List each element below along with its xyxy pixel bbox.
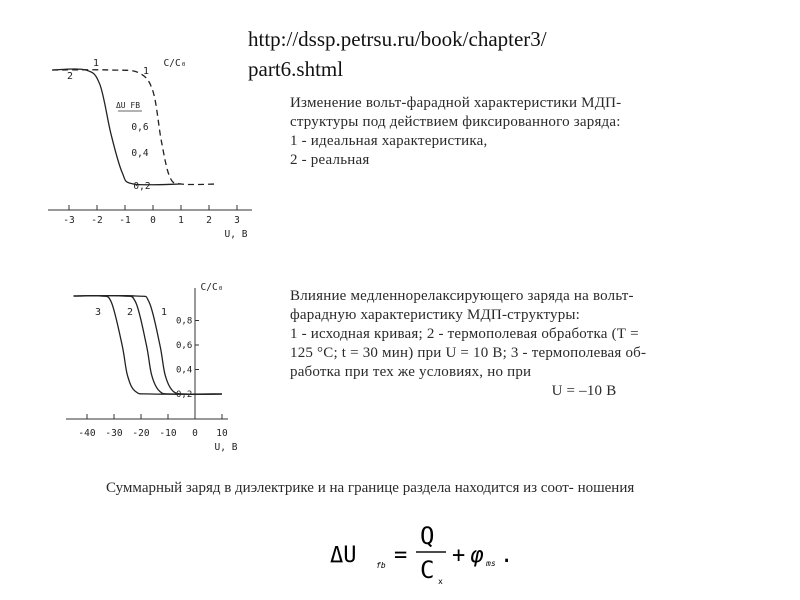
figure2-chart xyxy=(58,278,258,458)
figure2-y-tick-label: 0,2 xyxy=(176,390,193,400)
figure1-x-tick-label: 0 xyxy=(150,215,156,226)
figure1-x-tick-label: -2 xyxy=(91,215,103,226)
source-url-line1: http://dssp.petrsu.ru/book/chapter3/ xyxy=(248,27,547,51)
formula-period: . xyxy=(500,543,514,568)
figure1-x-tick-label: -1 xyxy=(119,215,131,226)
figure1-x-tick-label: -3 xyxy=(63,215,75,226)
figure1-series-label: 2 xyxy=(66,71,74,82)
paragraph-text-1: Суммарный заряд в диэлектрике и на границе раздела находится из соот- xyxy=(106,480,574,496)
caption2-line: работка при тех же условиях, но при xyxy=(290,364,532,380)
formula-plus: + xyxy=(452,543,466,568)
figure1-x-tick-label: 2 xyxy=(206,215,212,226)
figure1-value-label: 0,6 xyxy=(131,122,149,133)
caption1-line: Изменение вольт-фарадной характеристики МДП- xyxy=(290,95,622,111)
figure1-chart xyxy=(30,48,270,248)
figure2-y-tick-label: 0,4 xyxy=(176,365,193,376)
formula-numerator: Q xyxy=(420,522,435,550)
figure1-value-label: 0,4 xyxy=(131,148,149,159)
figure1-x-tick-label: 3 xyxy=(234,215,240,226)
figure1-series-label: 1 xyxy=(142,66,150,77)
caption2-line: 125 °С; t = 30 мин) при U = 10 В; 3 - термополевая об- xyxy=(290,345,647,361)
formula xyxy=(330,520,530,590)
caption1-line: 2 - реальная xyxy=(290,152,370,168)
formula-phi-sub: ms xyxy=(486,559,496,568)
paragraph-text-2: ношения xyxy=(577,480,635,496)
figure2-axes xyxy=(66,288,228,419)
figure2-x-axis-label: U, B xyxy=(214,442,238,453)
figure2-y-tick-label: 0,6 xyxy=(176,341,193,351)
figure2-x-tick-label: 0 xyxy=(192,428,198,439)
figure2-x-tick-label: -40 xyxy=(78,428,96,439)
formula-phi: φ xyxy=(470,543,484,568)
figure1-annotation: ΔU FB xyxy=(115,101,141,110)
caption1-line: структуры под действием фиксированного заряда: xyxy=(290,114,621,130)
figure2-series-label: 2 xyxy=(126,307,134,318)
figure2-y-axis-label: C/C₀ xyxy=(200,282,224,293)
caption2-line: U = –10 В xyxy=(551,383,617,399)
figure2-series-label: 3 xyxy=(94,307,102,318)
formula-lhs: ΔU xyxy=(330,543,357,568)
figure1-caption xyxy=(290,94,768,170)
figure1-x-axis-label: U, B xyxy=(224,229,248,240)
caption2-line: 1 - исходная кривая; 2 - термополевая обработка (Т = xyxy=(290,326,639,342)
caption2-line: фарадную характеристику МДП-структуры: xyxy=(290,307,581,323)
figure2-caption xyxy=(290,287,768,401)
figure1-labels xyxy=(63,58,247,240)
body-paragraph xyxy=(84,478,764,498)
figure2-y-tick-label: 0,8 xyxy=(176,316,193,327)
figure1-x-tick-label: 1 xyxy=(178,215,184,226)
figure1-series-label: 1 xyxy=(92,58,100,69)
figure2-x-tick-label: -30 xyxy=(105,428,123,439)
source-url-line2: part6.shtml xyxy=(248,57,344,81)
formula-denominator-sub: x xyxy=(438,577,443,586)
caption1-line: 1 - идеальная характеристика, xyxy=(290,133,488,149)
figure1-y-axis-label: C/C₀ xyxy=(163,58,187,69)
figure2-labels xyxy=(78,282,237,453)
figure2-x-tick-label: -20 xyxy=(132,428,150,439)
caption2-line: Влияние медленнорелаксирующего заряда на вольт- xyxy=(290,288,634,304)
figure2-series-label: 1 xyxy=(160,307,168,318)
formula-equals: = xyxy=(394,543,408,568)
formula-lhs-sub: fb xyxy=(376,561,386,570)
figure2-x-tick-label: 10 xyxy=(216,428,228,439)
formula-denominator: C xyxy=(420,556,435,584)
source-url xyxy=(248,24,547,84)
figure2-x-tick-label: -10 xyxy=(159,428,177,439)
figure1-series-line-2 xyxy=(52,69,181,185)
figure1-axes xyxy=(48,205,252,210)
figure1-value-label: 0,2 xyxy=(133,181,151,192)
